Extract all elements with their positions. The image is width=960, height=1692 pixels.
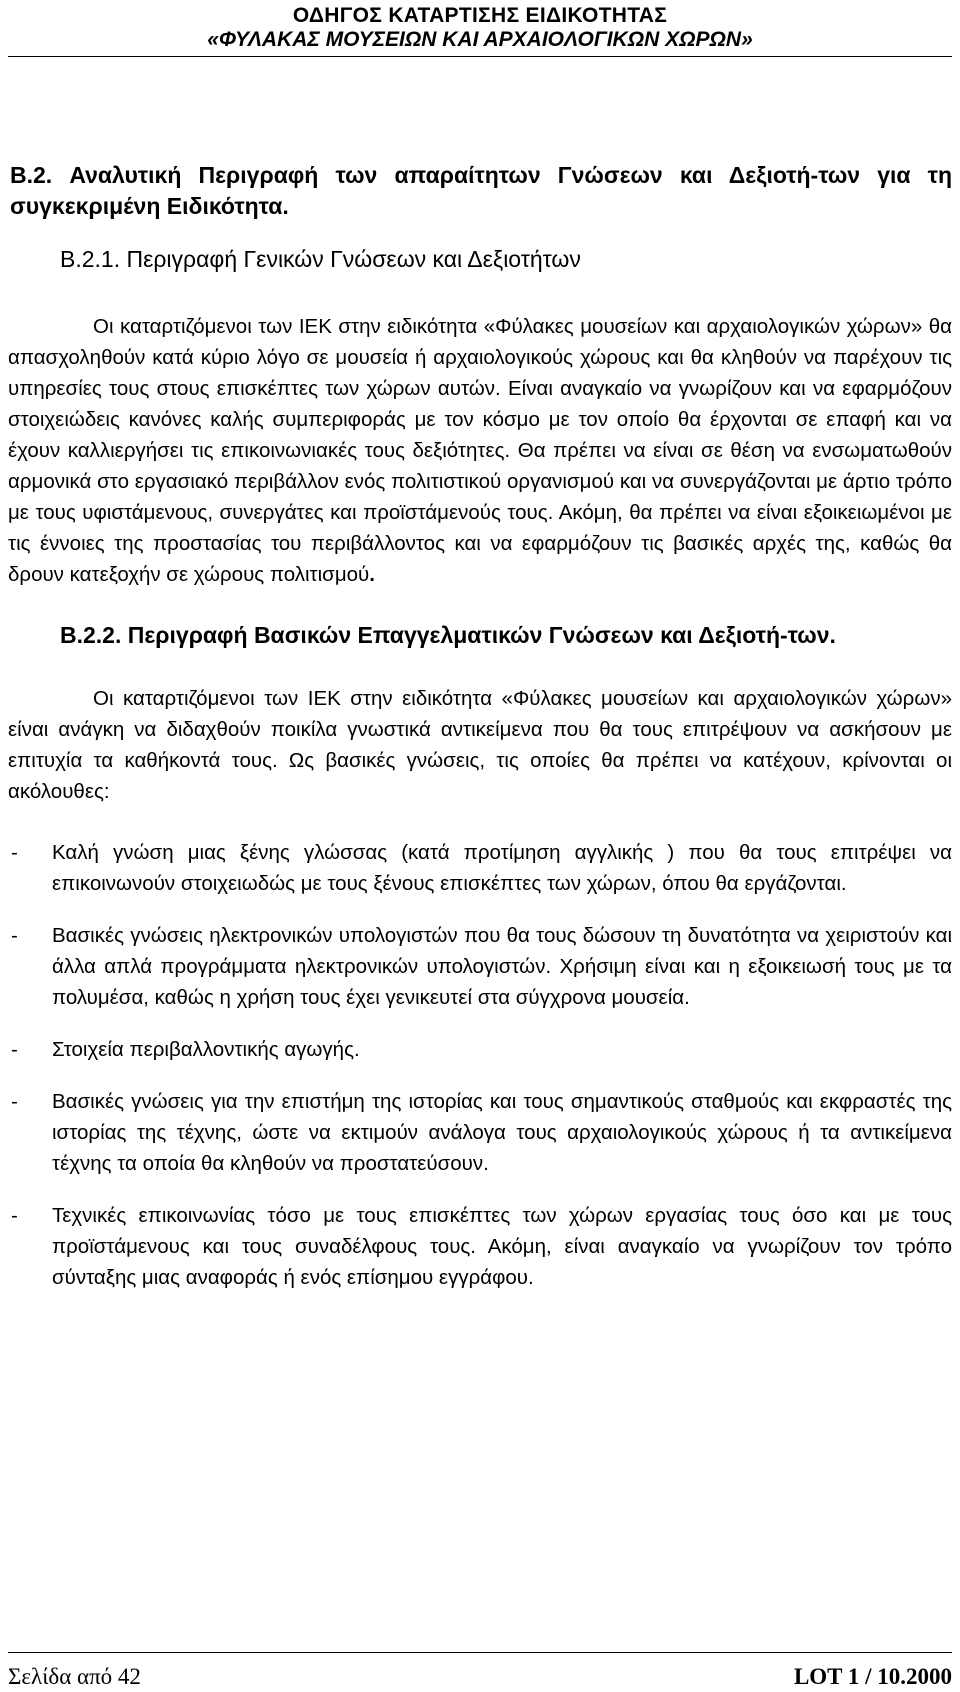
paragraph-general-skills	[8, 311, 952, 590]
page-header	[0, 4, 960, 52]
list-item	[8, 837, 952, 899]
list-item-text: Τεχνικές επικοινωνίας τόσο με τους επισκέπτες των χώρων εργασίας τους όσο και με τους προϊστάμενους και τους συναδέλφους τους. Ακόμη, είναι αναγκαίο να γνωρίζουν τον τρόπο σύνταξης μιας αναφοράς ή ενός επίσημου εγγράφου.	[52, 1204, 952, 1289]
page-number: Σελίδα από 42	[8, 1664, 141, 1689]
paragraph-professional-skills: Οι καταρτιζόμενοι των ΙΕΚ στην ειδικότητα «Φύλακες μουσείων και αρχαιολογικών χώρων» είναι ανάγκη να διδαχθούν ποικίλα γνωστικά αντικείμενα που θα τους επιτρέψουν να ασκήσουν με επιτυχία τα καθήκοντά τους. Ως βασικές γνώσεις, τις οποίες θα πρέπει να κατέχουν, κρίνονται οι ακόλουθες:	[8, 687, 952, 803]
subsection-heading-professional: B.2.2. Περιγραφή Βασικών Επαγγελματικών Γνώσεων και Δεξιοτή-των.	[60, 622, 836, 648]
section-heading: B.2. Αναλυτική Περιγραφή των απαραίτητων Γνώσεων και Δεξιοτή-των για τη συγκεκριμένη Ειδικότητα.	[10, 162, 952, 219]
header-subtitle: «ΦΥΛΑΚΑΣ ΜΟΥΣΕΙΩΝ ΚΑΙ ΑΡΧΑΙΟΛΟΓΙΚΩΝ ΧΩΡΩΝ»	[207, 28, 753, 51]
list-item	[8, 1086, 952, 1179]
document-code: LOT 1 / 10.2000	[793, 1664, 952, 1689]
list-dash: -	[11, 1038, 18, 1061]
list-item-text: Καλή γνώση μιας ξένης γλώσσας (κατά προτίμηση αγγλικής ) που θα τους επιτρέψει να επικοινωνούν στοιχειωδώς με τους ξένους επισκέπτες των χώρων, όπου θα εργάζονται.	[52, 841, 952, 895]
skills-list	[8, 837, 952, 1293]
subsection-heading-general: B.2.1. Περιγραφή Γενικών Γνώσεων και Δεξιοτήτων	[60, 246, 581, 272]
list-dash: -	[11, 1090, 18, 1113]
list-dash: -	[11, 924, 18, 947]
paragraph-general-skills-period: .	[369, 563, 375, 586]
list-item-text: Βασικές γνώσεις ηλεκτρονικών υπολογιστών που θα τους δώσουν τη δυνατότητα να χειριστούν και άλλα απλά προγράμματα ηλεκτρονικών υπολογιστών. Χρήσιμη είναι και η εξοικειωσή τους με τα πολυμέσα, καθώς η χρήση τους έχει γενικευτεί στα σύγχρονα μουσεία.	[52, 924, 952, 1009]
paragraph-general-skills-text: Οι καταρτιζόμενοι των ΙΕΚ στην ειδικότητα «Φύλακες μουσείων και αρχαιολογικών χώρων» θα απασχοληθούν κατά κύριο λόγο σε μουσεία ή αρχαιολογικούς χώρους και θα κληθούν να παρέχουν τις υπηρεσίες τους στους επισκέπτες των χώρων αυτών. Είναι αναγκαίο να γνωρίζουν και να εφαρμόζουν στοιχειώδεις κανόνες καλής συμπεριφοράς με τον κόσμο με τον οποίο θα έρχονται σε επαφή και να έχουν καλλιεργήσει τις επικοινωνιακές τους δεξιότητες. Θα πρέπει να είναι σε θέση να ενσωματωθούν αρμονικά στο εργασιακό περιβάλλον ενός πολιτιστικού οργανισμού και να συνεργάζονται με άρτιο τρόπο με τους υφιστάμενους, συνεργάτες και προϊστάμενούς τους. Ακόμη, θα πρέπει να είναι εξοικειωμένοι με τις έννοιες της προστασίας του περιβάλλοντος και να εφαρμόζουν τις βασικές αρχές της, καθώς θα δρουν κατεξοχήν σε χώρους πολιτισμού	[8, 315, 952, 586]
list-dash: -	[11, 841, 18, 864]
page-footer	[0, 1654, 960, 1692]
list-item-text: Στοιχεία περιβαλλοντικής αγωγής.	[52, 1038, 360, 1061]
page-content	[8, 160, 952, 1314]
list-item	[8, 1200, 952, 1293]
footer-divider	[8, 1652, 952, 1653]
header-divider	[8, 56, 952, 57]
header-title: ΟΔΗΓΟΣ ΚΑΤΑΡΤΙΣΗΣ ΕΙΔΙΚΟΤΗΤΑΣ	[292, 4, 668, 27]
list-item	[8, 1034, 952, 1065]
list-item-text: Βασικές γνώσεις για την επιστήμη της ιστορίας και τους σημαντικούς σταθμούς και εκφραστές της ιστορίας της τέχνης, ώστε να εκτιμούν ανάλογα τους αρχαιολογικούς χώρους ή τα αντικείμενα τέχνης τα οποία θα κληθούν να προστατεύσουν.	[52, 1090, 952, 1175]
list-item	[8, 920, 952, 1013]
list-dash: -	[11, 1204, 18, 1227]
